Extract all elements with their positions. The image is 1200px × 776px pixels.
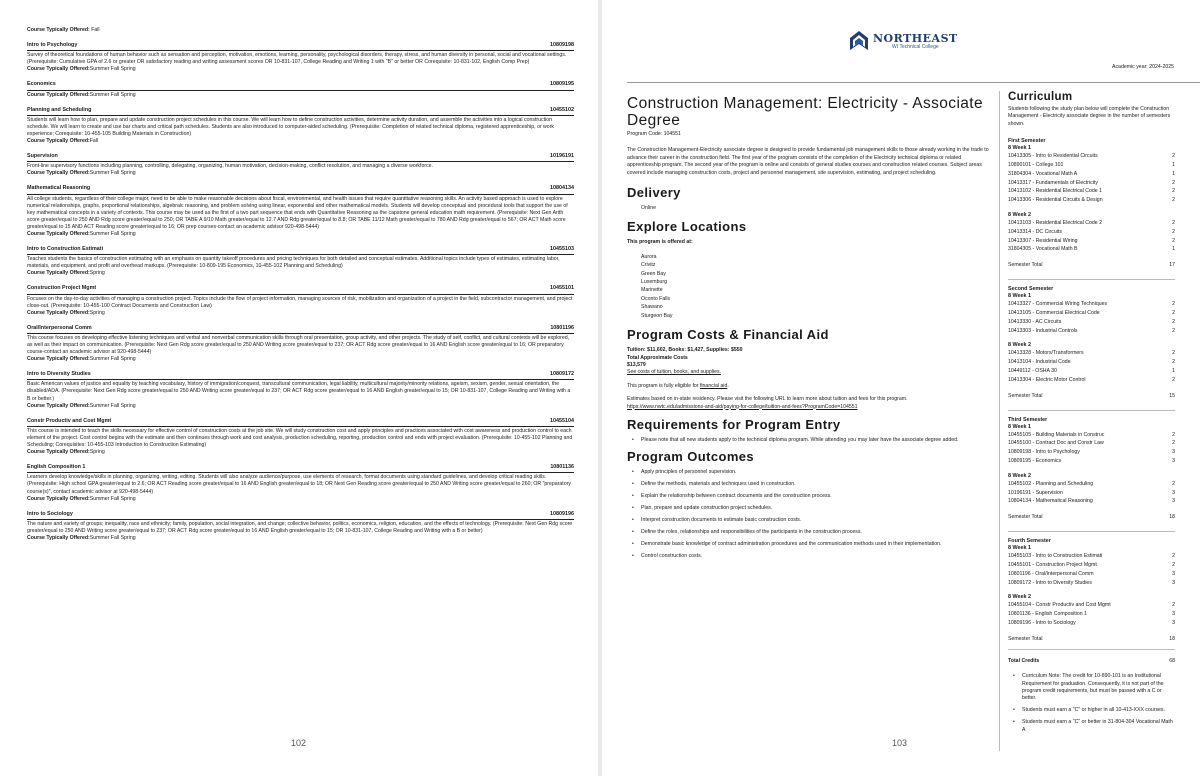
curriculum-course-row (1008, 448, 1175, 457)
course-name: 10413307 - Residential Wiring (1008, 237, 1078, 244)
course-entry (27, 285, 574, 316)
semester-total-label: Semester Total (1008, 514, 1043, 521)
course-name: 31804305 - Vocational Math B (1008, 246, 1078, 253)
course-offered (27, 170, 574, 177)
week-heading: 8 Week 2 (1008, 472, 1031, 479)
curriculum-course-row (1008, 610, 1175, 619)
course-number: 10455103 (550, 246, 574, 253)
semester-total-value: 17 (1169, 262, 1175, 269)
course-offered (27, 231, 574, 238)
semester-total-label: Semester Total (1008, 392, 1043, 399)
course-title: Intro to Construction Estimati (27, 246, 104, 253)
curriculum-course-row (1008, 161, 1175, 170)
course-number: 10809196 (550, 510, 574, 517)
total-cost-label: Total Approximate Costs (627, 354, 688, 361)
course-entry (27, 511, 574, 542)
outcome-item: • Demonstrate basic knowledge of contract administration procedures and the communication methods used in their implementation. (632, 541, 989, 548)
course-credits: 2 (1172, 228, 1175, 235)
total-cost-value: $13,579 (627, 361, 646, 368)
course-offered (27, 66, 574, 73)
curriculum-course-row (1008, 619, 1175, 628)
location-item: Luxemburg (641, 279, 667, 286)
offered-label: Course Typically Offered: (27, 534, 90, 541)
location-item: Oconto Falls (641, 295, 671, 302)
course-number: 10455101 (550, 285, 574, 292)
course-credits: 2 (1172, 359, 1175, 366)
curriculum-course-row (1008, 187, 1175, 196)
curriculum-course-row (1008, 318, 1175, 327)
course-title: Intro to Psychology (27, 42, 78, 49)
outcome-item: • Plan, prepare and update construction project schedules. (632, 505, 989, 512)
course-credits: 2 (1172, 237, 1175, 244)
semester-block (1008, 279, 1175, 399)
course-offered (27, 270, 574, 277)
course-name: 10455103 - Intro to Construction Estimati (1008, 553, 1103, 560)
semester-heading: Third Semester (1008, 416, 1048, 423)
tuition-line: Tuition: $11,602, Books: $1,427, Supplies: $550 (627, 347, 743, 354)
curriculum-course-row (1008, 179, 1175, 188)
course-title: Constr Productiv and Cost Mgmt (27, 417, 112, 424)
page-number: 103 (892, 738, 908, 748)
semester-total (1008, 513, 1175, 521)
curriculum-course-row (1008, 561, 1175, 570)
course-name: 10413304 - Electric Motor Control (1008, 376, 1086, 383)
course-offered (27, 92, 574, 99)
course-header (27, 42, 574, 51)
course-name: 10455100 - Contract Doc and Constr Law (1008, 440, 1104, 447)
course-name: 10455102 - Planning and Scheduling (1008, 480, 1094, 487)
course-credits: 3 (1172, 498, 1175, 505)
course-name: 10890101 - College 101 (1008, 162, 1064, 169)
offered-value: Summer Fall Spring (89, 230, 136, 237)
course-name: 10455104 - Constr Productiv and Cost Mgmt (1008, 602, 1111, 609)
course-name: 10801196 - Oral/Interpersonal Comm (1008, 570, 1094, 577)
program-main-column (627, 95, 989, 565)
estimates-note: Estimates based on in-state residency. Please visit the following URL to learn more about tuition and fees for this program. (627, 396, 908, 403)
location-item: Shawano (641, 304, 663, 311)
curriculum-sidebar (999, 91, 1175, 751)
course-name: 10413314 - DC Circuits (1008, 228, 1062, 235)
week-heading: 8 Week 2 (1008, 342, 1031, 349)
course-credits: 2 (1172, 376, 1175, 383)
week-heading: 8 Week 1 (1008, 545, 1031, 552)
semester-block (1008, 138, 1175, 269)
offered-label: Course Typically Offered: (27, 91, 90, 98)
course-entry (27, 371, 574, 409)
course-name: 10413104 - Industrial Code (1008, 359, 1071, 366)
semester-heading: First Semester (1008, 138, 1046, 145)
course-number: 10801136 (550, 464, 574, 471)
offered-label: Course Typically Offered: (27, 309, 90, 316)
course-name: 10413328 - Motors/Transformers (1008, 350, 1084, 357)
course-credits: 2 (1172, 480, 1175, 487)
course-credits: 3 (1172, 457, 1175, 464)
course-credits: 3 (1172, 489, 1175, 496)
course-name: 10413330 - AC Circuits (1008, 318, 1062, 325)
curriculum-course-row (1008, 601, 1175, 610)
outcomes-list (627, 469, 989, 560)
requirements-list (627, 437, 989, 444)
curriculum-course-row (1008, 570, 1175, 579)
offered-value: Summer Fall Spring (89, 91, 136, 98)
curriculum-course-row (1008, 309, 1175, 318)
offered-label: Course Typically Offered: (27, 449, 90, 456)
offered-value: Fall (89, 138, 99, 145)
outcome-item: • Interpret construction documents to estimate basic construction costs. (632, 517, 989, 524)
semester-total-value: 18 (1169, 635, 1175, 642)
course-header (27, 285, 574, 294)
course-title: English Composition 1 (27, 464, 86, 471)
curriculum-note: • Students must earn a "C" or higher in all 10-413-XXX courses. (1013, 707, 1175, 714)
curriculum-course-row (1008, 170, 1175, 179)
delivery-value: Online (641, 205, 656, 212)
course-credits: 2 (1172, 153, 1175, 160)
course-name: 10449112 - OSHA 30 (1008, 367, 1057, 374)
course-credits: 3 (1172, 611, 1175, 618)
course-description: Learners develop knowledge/skills in planning, organizing, writing, editing. Students will also analyze audience/purpose, use elements of research, format documents using standard guidelines, and develop critical reading skills. (Prerequisite: High school GPA greater/equal to 2.6; OR ACT Reading score greater/equal to 16 AND English greater/equal to 18; OR Next Gen Reading score greater/equal to 250 AND Writing score greater/equal to 260; OR "preparatory course(s)", contact academic advisor at 920-498-5444) (27, 474, 571, 495)
course-number: 10455104 (550, 417, 574, 424)
course-offered (27, 449, 574, 456)
semester-total-value: 18 (1169, 514, 1175, 521)
course-credits: 2 (1172, 561, 1175, 568)
requirements-heading: Requirements for Program Entry (627, 416, 841, 432)
course-entry (27, 418, 574, 456)
week-block (1008, 342, 1175, 384)
location-item: Aurora (641, 253, 657, 260)
course-description: The nature and variety of groups; inequality, race and ethnicity; family, population, social integration, and change; collective behavior, politics, economics, religion, education, and the effects of technology. (Prerequisite: Next Gen Rdg score greater/equal to 250 AND Writing score greater/equal to 237; OR ACT Rdg score greater/equal to 16 AND English greater/equal to 15; OR 10-831-107, College Reading and Writing with a B or better) (27, 520, 573, 534)
page-number: 102 (291, 738, 307, 748)
course-name: 10413102 - Residential Electrical Code 1 (1008, 188, 1103, 195)
locations-intro: This program is offered at: (627, 239, 693, 246)
course-name: 10809195 - Economics (1008, 457, 1062, 464)
course-header (27, 371, 574, 380)
course-credits: 1 (1172, 246, 1175, 253)
course-offered (27, 496, 574, 503)
course-entry (27, 81, 574, 98)
course-header (27, 185, 574, 194)
course-name: 10413327 - Commercial Wiring Techniques (1008, 301, 1108, 308)
course-name: 10413105 - Commercial Electrical Code (1008, 309, 1100, 316)
program-description: The Construction Management-Electricity associate degree is designed to provide fundamental job management skills to those already working in the trade to advance their career in the construction field. The first year of the program consists of the completion of the Electricity technical diploma or related apprenticeship program. The second year of the program is online and consists of general studies courses and construction related courses. Subject areas covered include managing construction costs, project and personnel management, site supervision, estimating, and project scheduling. (627, 147, 989, 176)
curriculum-course-row (1008, 245, 1175, 254)
course-number: 10804134 (550, 185, 574, 192)
offered-label: Course Typically Offered: (27, 138, 90, 145)
program-code: Program Code: 104551 (627, 131, 681, 137)
total-credits: Total Credits 68 (1008, 657, 1175, 664)
course-credits: 3 (1172, 570, 1175, 577)
curriculum-course-row (1008, 489, 1175, 498)
course-title: Mathematical Reasoning (27, 185, 91, 192)
location-item: Green Bay (641, 270, 666, 277)
locations-list (627, 253, 989, 320)
course-credits: 2 (1172, 301, 1175, 308)
course-credits: 3 (1172, 449, 1175, 456)
course-credits: 2 (1172, 553, 1175, 560)
course-entry (27, 325, 574, 363)
course-name: 10809196 - Intro to Sociology (1008, 619, 1076, 626)
curriculum-course-row (1008, 480, 1175, 489)
curriculum-course-row (1008, 439, 1175, 448)
course-offered-line: Course Typically Offered: Fall (27, 27, 100, 33)
semester-total (1008, 635, 1175, 643)
course-entry (27, 107, 574, 145)
curriculum-course-row (1008, 196, 1175, 205)
course-number: 10809198 (550, 42, 574, 49)
course-description: Basic American values of justice and equality by teaching vocabulary, history of immigration/conquest, transcultural communication, legal liability, multicultural majority/minority relations, ageism, sexism, gender, sexual orientation, the disabled/ADA. (Prerequisite: Next Gen Rdg score greater/equal to 250 AND Writing score greater/equal to 237; OR ACT Rdg score greater/equal to 16 AND English greater/equal to 15; OR 10-831-107, College Reading and Writing with a B or better.) (27, 381, 571, 402)
course-entry (27, 153, 574, 177)
course-title: Economics (27, 81, 56, 88)
tuition-url-link[interactable]: https://www.nwtc.edu/admissions-and-aid/paying-for-college/tuition-and-fees?ProgramCode=104551 (627, 403, 858, 410)
course-credits: 2 (1172, 220, 1175, 226)
course-description: Survey of theoretical foundations of human behavior such as sensation and perception, motivation, emotions, learning, personality, psychological disorders, therapy, stress, and human diversity in personal, social and vocational settings. (Prerequisite: Cumulative GPA of 2.6 or greater OR satisfactory reading and writing assessment scores OR 10-831-107, College Reading and Writing 1 with "B" or better OR Corequisite: 10-831-102, English Comp Prep) (27, 52, 567, 66)
semester-heading: Fourth Semester (1008, 538, 1051, 545)
delivery-heading: Delivery (627, 185, 681, 201)
week-block (1008, 424, 1175, 466)
curriculum-course-row (1008, 349, 1175, 358)
course-name: 10413306 - Residential Circuits & Design (1008, 197, 1103, 204)
offered-label: Course Typically Offered: (27, 356, 90, 363)
semester-total-value: 15 (1169, 392, 1175, 399)
offered-value: Summer Fall Spring (89, 170, 136, 177)
course-name: 10413303 - Industrial Controls (1008, 327, 1078, 334)
requirement-item: • Please note that all new students apply to the technical diploma program. While attending you may later have the associate degree added. (632, 437, 989, 444)
course-name: 10196191 - Supervision (1008, 489, 1063, 496)
offered-value: Summer Fall Spring (89, 66, 136, 73)
course-credits: 2 (1172, 197, 1175, 204)
course-name: 31804304 - Vocational Math A (1008, 170, 1078, 177)
course-offered (27, 403, 574, 410)
course-offered (27, 356, 574, 363)
course-credits: 1 (1172, 162, 1175, 169)
course-name: 10413103 - Residential Electrical Code 2 (1008, 220, 1103, 226)
location-item: Marinette (641, 287, 663, 294)
week-block (1008, 293, 1175, 335)
course-entry (27, 246, 574, 277)
curriculum-course-row (1008, 219, 1175, 228)
curriculum-notes (1008, 673, 1175, 734)
offered-value: Spring (89, 309, 105, 316)
locations-heading: Explore Locations (627, 219, 747, 235)
academic-year: Academic year: 2024-2025 (1112, 64, 1174, 70)
curriculum-intro: Students following the study plan below will complete the Construction Management - Electricity associate degree in the number of semesters shown. (1008, 106, 1171, 127)
course-credits: 2 (1172, 309, 1175, 316)
semester-block (1008, 531, 1175, 643)
week-block (1008, 594, 1175, 627)
course-credits: 2 (1172, 350, 1175, 357)
offered-label: Course Typically Offered: (27, 170, 90, 177)
course-title: Intro to Diversity Studies (27, 371, 91, 378)
course-description: Students will learn how to plan, prepare and update construction project schedules in this course. We will learn how to define construction activities, determine activity duration, and assemble the activities into a logical construction schedule. We will learn to create and use bar charts and critical path schedules. Students are also introduced to computer-aided scheduling. (Prerequisite: Completion of related technical diploma, registered apprenticeship, or work experience; Corequisite: 10-455-105 Building Materials in Construction) (27, 116, 555, 137)
offered-label: Course Typically Offered: (27, 495, 90, 502)
course-credits: 2 (1172, 327, 1175, 334)
course-header (27, 325, 574, 334)
course-title: Construction Project Mgmt (27, 285, 97, 292)
course-description: Focuses on the day-to-day activities of managing a construction project. Topics include the flow of project information, managing sources of risk, mobilization and organization of a project in the field, subcontractor management, and project close-out. (Prerequisite: 10-455-100 Contract Documents and Construction Law) (27, 295, 573, 309)
curriculum-course-row (1008, 552, 1175, 561)
course-number: 10809172 (550, 371, 574, 378)
curriculum-course-row (1008, 497, 1175, 506)
college-logo (849, 30, 958, 52)
header-divider (627, 82, 1200, 83)
curriculum-course-row (1008, 237, 1175, 246)
course-name: 10809172 - Intro to Diversity Studies (1008, 579, 1092, 586)
course-description: All college students, regardless of their college major, need to be able to make reasonable decisions about fiscal, environmental, and health issues that require quantitative reasoning skills. An activity based approach is used to explore numerical relationships, graphs, proportional relationships, algebraic reasoning, and problem solving using linear, exponential and other mathematical models. Students will develop conceptual and procedural tools that support the use of key mathematical concepts in a variety of contexts. This course may be used as the first of a two part sequence that ends with Quantitative Reasoning as the capstone general education math requirement. (Prerequisite: Next Gen Arith score greater/equal to 250 AND Rdg score greater/equal to 250; OR TABE A 9/10 Math greater/equal to 12.7 AND Rdg greater/equal to 8.8; OR TABE 11/12 Math greater/equal to 780 AND Rdg greater/equal to 567; OR ACT Math score greater/equal to 15 AND ACT Reading score greater/equal to 16; OR prep courses-contact an academic advisor 920-498-5444) (27, 195, 568, 230)
semester-total (1008, 261, 1175, 269)
curriculum-course-row (1008, 376, 1175, 385)
course-name: 10455105 - Building Materials in Construc (1008, 431, 1105, 438)
semester-heading: Second Semester (1008, 286, 1054, 293)
outcome-item: • Explain the relationship between contract documents and the construction process. (632, 493, 989, 500)
logo-icon (849, 30, 869, 52)
curriculum-course-row (1008, 457, 1175, 466)
course-header (27, 418, 574, 427)
week-heading: 8 Week 1 (1008, 423, 1031, 430)
course-number: 10809195 (550, 81, 574, 88)
curriculum-course-row (1008, 358, 1175, 367)
course-header (27, 246, 574, 255)
divider (1008, 649, 1175, 650)
course-entry (27, 185, 574, 238)
program-title: Construction Management: Electricity - Associate Degree (627, 95, 984, 129)
offered-label: Course Typically Offered: (27, 270, 90, 277)
semester-total (1008, 392, 1175, 400)
course-description: This course is intended to teach the skills necessary for effective control of construction costs at the job site. We will study construction cost and apply principles and practices associated with cost awareness and production control to each element of the project. Cost control begins with the estimate and then continues through work and cost analysis, production scheduling, reporting, production control and ends with project evaluation. (Prerequisite: 10-455-102 Planning and Scheduling; Corequisites: 10-455-103 Introduction to Construction Estimating) (27, 427, 573, 449)
course-name: 10809198 - Intro to Psychology (1008, 449, 1080, 456)
logo-subtitle: WI Technical College (892, 43, 939, 50)
week-heading: 8 Week 2 (1008, 212, 1031, 218)
course-description: This course focuses on developing effective listening techniques and verbal and nonverbal communication skills through oral presentation, group activity, and other projects. The study of self, conflict, and cultural contexts will be explored, as well as their impact on communication. (Prerequisite: Next Gen Rdg score greater/equal to 250 AND Writing score greater/equal to 237; OR ACT Rdg score greater/equal to 16 AND English score greater/equal to 16; OR preparatory course-contact an academic advisor at 920-498-5444) (27, 334, 570, 356)
semester-total-label: Semester Total (1008, 635, 1043, 642)
right-page (602, 0, 1200, 776)
course-entry (27, 42, 574, 73)
week-block (1008, 145, 1175, 205)
course-header (27, 81, 574, 90)
financial-aid-line: This program is fully eligible for financial aid. (627, 382, 729, 389)
course-description: Front-line supervisory functions including planning, controlling, delegating, organizing, human motivation, decision-making, conflict resolution, and managing a diverse workforce. (27, 163, 433, 170)
week-heading: 8 Week 1 (1008, 145, 1031, 152)
curriculum-course-row (1008, 367, 1175, 376)
costs-link[interactable]: See costs of tuition, books, and supplies. (627, 369, 722, 376)
curriculum-note: • Curriculum Note: The credit for 10-890-101 is an Institutional Requirement for graduation. Consequently, it is not part of the program credit requirements, but must be passed with a C or better. (1013, 673, 1175, 703)
curriculum-course-row (1008, 327, 1175, 336)
course-title: Intro to Sociology (27, 510, 73, 517)
course-name: 10801136 - English Composition 1 (1008, 611, 1087, 618)
course-description: Teaches students the basics of construction estimating with an emphasis on quantity takeoff procedures and pricing techniques for both detailed and conceptual estimates. Additional topics include types of estimates, estimating labor, materials, and equipment, and profit and overhead markups. (Prerequisite: 10-809-195 Economics, 10-455-102 Planning and Scheduling) (27, 256, 560, 270)
offered-value: Spring (89, 449, 105, 456)
semester-total-label: Semester Total (1008, 262, 1043, 269)
course-number: 10455102 (550, 106, 574, 113)
course-header (27, 464, 574, 473)
course-credits: 2 (1172, 440, 1175, 447)
offered-label: Course Typically Offered: (27, 402, 90, 409)
course-credits: 1 (1172, 170, 1175, 177)
curriculum-note: • Students must earn a "C" or better in 31-804-304 Vocational Math A (1013, 719, 1175, 734)
week-block (1008, 212, 1175, 254)
week-heading: 8 Week 1 (1008, 293, 1031, 300)
outcome-item: • Control construction costs. (632, 553, 989, 560)
course-name: 10804134 - Mathematical Reasoning (1008, 498, 1093, 505)
outcome-item: • Define the roles, relationships and responsibilities of the participants in the construction process. (632, 529, 989, 536)
outcomes-heading: Program Outcomes (627, 449, 755, 465)
curriculum-course-row (1008, 579, 1175, 588)
left-page (0, 0, 598, 776)
week-block (1008, 545, 1175, 587)
curriculum-course-row (1008, 431, 1175, 440)
offered-value: Spring (89, 270, 105, 277)
course-credits: 2 (1172, 431, 1175, 438)
course-name: 10455101 - Construction Project Mgmt (1008, 561, 1097, 568)
course-name: 10413317 - Fundamentals of Electricity (1008, 179, 1098, 186)
logo-name: NORTHEAST (873, 31, 958, 45)
course-header (27, 153, 574, 162)
financial-aid-link[interactable]: financial aid (699, 382, 728, 389)
curriculum-course-row (1008, 152, 1175, 161)
curriculum-heading: Curriculum (1008, 91, 1073, 103)
curriculum-course-row (1008, 228, 1175, 237)
course-title: Oral/Interpersonal Comm (27, 324, 92, 331)
course-name: 10413305 - Intro to Residential Circuits (1008, 153, 1098, 160)
divider (1008, 410, 1175, 411)
course-header (27, 511, 574, 520)
location-item: Sturgeon Bay (641, 312, 673, 319)
course-descriptions (27, 27, 574, 550)
course-number: 10196191 (550, 153, 574, 160)
offered-value: Summer Fall Spring (89, 356, 136, 363)
week-heading: 8 Week 2 (1008, 594, 1031, 601)
course-credits: 3 (1172, 619, 1175, 626)
semester-block (1008, 410, 1175, 522)
course-number: 10801196 (550, 324, 574, 331)
offered-value: Summer Fall Spring (89, 534, 136, 541)
course-credits: 2 (1172, 602, 1175, 609)
divider (1008, 279, 1175, 280)
course-offered (27, 138, 574, 145)
divider (1008, 531, 1175, 532)
offered-label: Course Typically Offered: (27, 230, 90, 237)
location-item: Crivitz (641, 262, 656, 269)
course-header (27, 107, 574, 116)
course-credits: 2 (1172, 318, 1175, 325)
course-entry (27, 464, 574, 502)
course-credits: 1 (1172, 367, 1175, 374)
curriculum-course-row (1008, 300, 1175, 309)
course-credits: 2 (1172, 188, 1175, 195)
offered-value: Summer Fall Spring (89, 402, 136, 409)
outcome-item: • Apply principles of personnel supervision. (632, 469, 989, 476)
offered-label: Course Typically Offered: (27, 66, 90, 73)
course-credits: 3 (1172, 579, 1175, 586)
offered-value: Summer Fall Spring (89, 495, 136, 502)
course-offered (27, 310, 574, 317)
week-block (1008, 473, 1175, 506)
course-title: Supervision (27, 153, 58, 160)
course-offered (27, 535, 574, 542)
outcome-item: • Define the methods, materials and techniques used in construction. (632, 481, 989, 488)
course-credits: 2 (1172, 179, 1175, 186)
costs-heading: Program Costs & Financial Aid (627, 327, 829, 343)
course-title: Planning and Scheduling (27, 106, 92, 113)
